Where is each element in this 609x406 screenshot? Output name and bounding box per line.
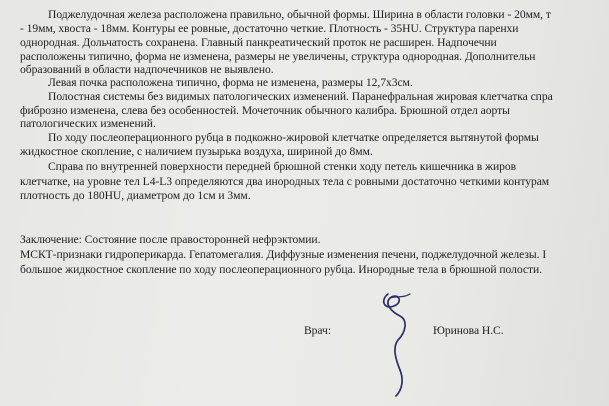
report-line-1: Поджелудочная железа расположена правильно, обычной формы. Ширина в области головки - 20мм, т (48, 8, 551, 21)
report-line-14: плотность до 180HU, диаметром до 1см и 3мм. (20, 189, 251, 202)
report-line-9: патологических изменений. (20, 117, 156, 130)
conclusion-line-2: МСКТ-признаки гидроперикарда. Гепатомегалия. Диффузные изменения печени, поджелудочной железы. I (20, 248, 547, 261)
report-line-2: - 19мм, хвоста - 18мм. Контуры ее ровные, достаточно четкие. Плотность - 35HU. Структура паренхи (20, 22, 519, 35)
doctor-name: Юринова Н.С. (433, 324, 504, 337)
report-line-5: образований в области надпочечников не выявлено. (20, 63, 274, 76)
conclusion-line-3: большое жидкостное скопление по ходу послеоперационного рубца. Инородные тела в брюшной полости. (20, 263, 543, 276)
report-line-3: однородная. Дольчатость сохранена. Главный панкреатический проток не расширен. Надпочечни (20, 36, 497, 49)
conclusion-line-1: Заключение: Состояние после правосторонней нефрэктомии. (20, 233, 321, 246)
report-line-4: расположены типично, форма не изменена, размеры не увеличены, структура однородная. Дополнительн (20, 50, 536, 63)
report-line-8: фиброзно изменена, слева без особенностей. Мочеточник обычного калибра. Брюшной отдел аорты (20, 104, 510, 117)
handwritten-signature (378, 286, 424, 401)
doctor-role-label: Врач: (304, 324, 332, 337)
report-line-12: Справа по внутренней поверхности передней брюшной стенки ходу петель кишечника в жиров (48, 160, 517, 173)
report-line-10: По ходу послеоперационного рубца в подкожно-жировой клетчатке определяется вытянутой формы (48, 131, 539, 144)
report-line-7: Полостная системы без видимых патологических изменений. Паранефральная жировая клетчатка спра (48, 90, 553, 103)
report-line-6: Левая почка расположена типично, форма не изменена, размеры 12,7х3см. (48, 76, 413, 89)
report-line-13: клетчатке, на уровне тел L4-L3 определяются два инородных тела с ровными достаточно четкими контурам (20, 175, 550, 188)
report-line-11: жидкостное скопление, с наличием пузырька воздуха, шириной до 8мм. (20, 145, 373, 158)
